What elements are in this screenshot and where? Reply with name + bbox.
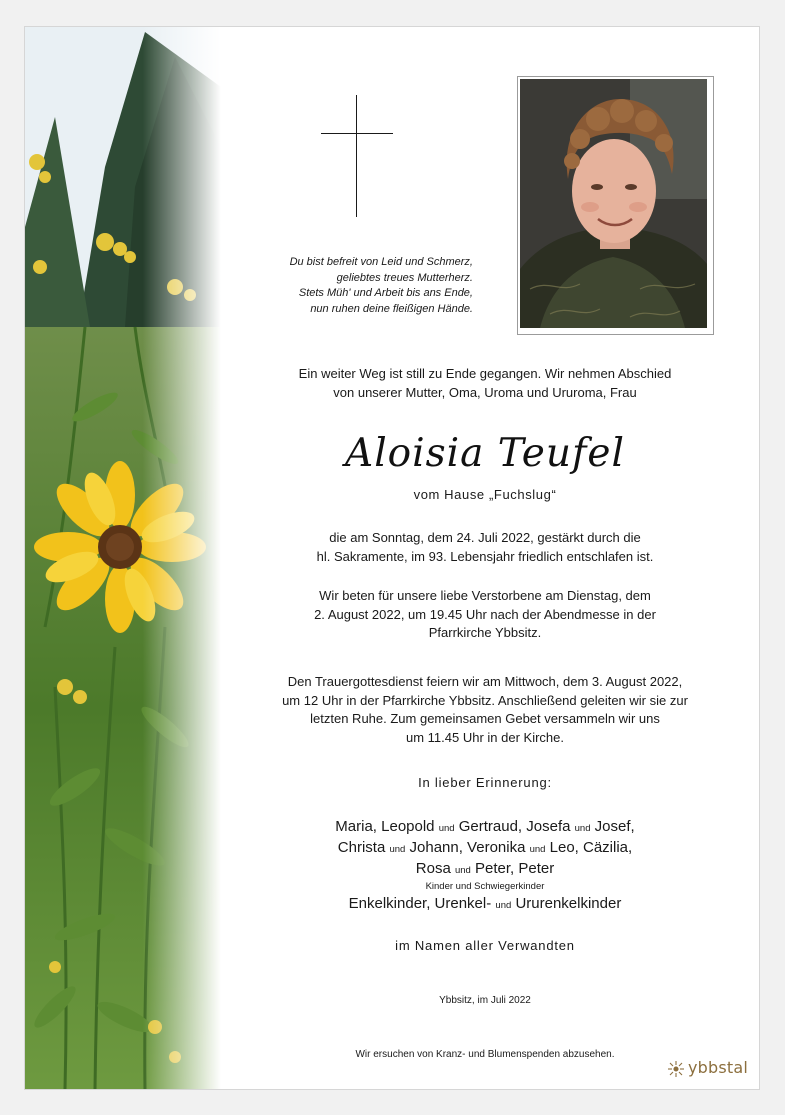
floral-side-image [25, 27, 221, 1089]
deceased-name: Aloisia Teufel [345, 431, 625, 476]
family-names: Maria, Leopold [335, 818, 435, 835]
und-word: und [529, 844, 546, 855]
grandchildren-text: Ururenkelkinder [515, 895, 622, 912]
cross-symbol [321, 95, 393, 217]
poem [225, 255, 473, 317]
family-row [261, 838, 709, 859]
family-row [261, 817, 709, 838]
service-line: Den Trauergottesdienst feiern wir am Mittwoch, dem 3. August 2022, [287, 674, 683, 689]
dandelion-icon [666, 1059, 686, 1079]
poem-line: geliebtes treues Mutterherz. [336, 271, 473, 284]
family-names: Gertraud, Josefa [458, 818, 571, 835]
family-names: Leo, Cäzilia, [549, 839, 633, 856]
und-word: und [574, 823, 591, 834]
family-list [261, 817, 709, 894]
und-word: und [438, 823, 455, 834]
service-line: um 12 Uhr in der Pfarrkirche Ybbsitz. Anschließend geleiten wir sie zur [282, 692, 688, 708]
family-names: Josef, [594, 818, 635, 835]
und-word: und [454, 865, 471, 876]
grandchildren-line [261, 895, 709, 912]
logo-text: ybbstal [688, 1058, 749, 1077]
place-date: Ybbsitz, im Juli 2022 [439, 995, 531, 1006]
service-line: letzten Ruhe. Zum gemeinsamen Gebet versammeln wir uns [310, 711, 660, 726]
memory-heading: In lieber Erinnerung: [418, 775, 552, 790]
poem-line: Du bist befreit von Leid und Schmerz, [289, 256, 473, 268]
relatives-line: im Namen aller Verwandten [395, 938, 575, 953]
grandchildren-text: Enkelkinder, Urenkel- [348, 895, 492, 912]
und-word: und [389, 844, 406, 855]
family-names: Johann, Veronika [409, 839, 526, 856]
family-names: Peter, Peter [475, 860, 555, 877]
prayer-line: 2. August 2022, um 19.45 Uhr nach der Abendmesse in der [314, 606, 656, 622]
prayer-line: Pfarrkirche Ybbsitz. [428, 625, 542, 640]
poem-line: nun ruhen deine fleißigen Hände. [310, 302, 473, 315]
death-line: hl. Sakramente, im 93. Lebensjahr friedlich entschlafen ist. [316, 548, 654, 564]
family-names: Rosa [415, 860, 451, 877]
poem-line: Stets Müh' und Arbeit bis ans Ende, [298, 287, 473, 299]
ybbstal-logo [666, 1057, 758, 1083]
death-notice [261, 529, 709, 566]
family-row [261, 859, 709, 880]
intro-line: Ein weiter Weg ist still zu Ende gegangen. Wir nehmen Abschied [298, 366, 672, 381]
family-caption: Kinder und Schwiegerkinder [425, 881, 545, 892]
intro-line: von unserer Mutter, Oma, Uroma und Ururoma, Frau [333, 384, 637, 400]
house-name: vom Hause „Fuchslug“ [413, 487, 557, 502]
family-names: Christa [337, 839, 386, 856]
prayer-notice [261, 587, 709, 643]
intro-text [261, 365, 709, 402]
flower-donation-note: Wir ersuchen von Kranz- und Blumenspenden abzusehen. [355, 1049, 615, 1060]
death-line: die am Sonntag, dem 24. Juli 2022, gestärkt durch die [329, 530, 641, 545]
service-notice [261, 673, 709, 747]
und-word: und [495, 900, 512, 911]
portrait-photo [517, 76, 714, 335]
service-line: um 11.45 Uhr in der Kirche. [406, 729, 564, 745]
prayer-line: Wir beten für unsere liebe Verstorbene am Dienstag, dem [319, 588, 651, 603]
obituary-sheet [24, 26, 760, 1090]
